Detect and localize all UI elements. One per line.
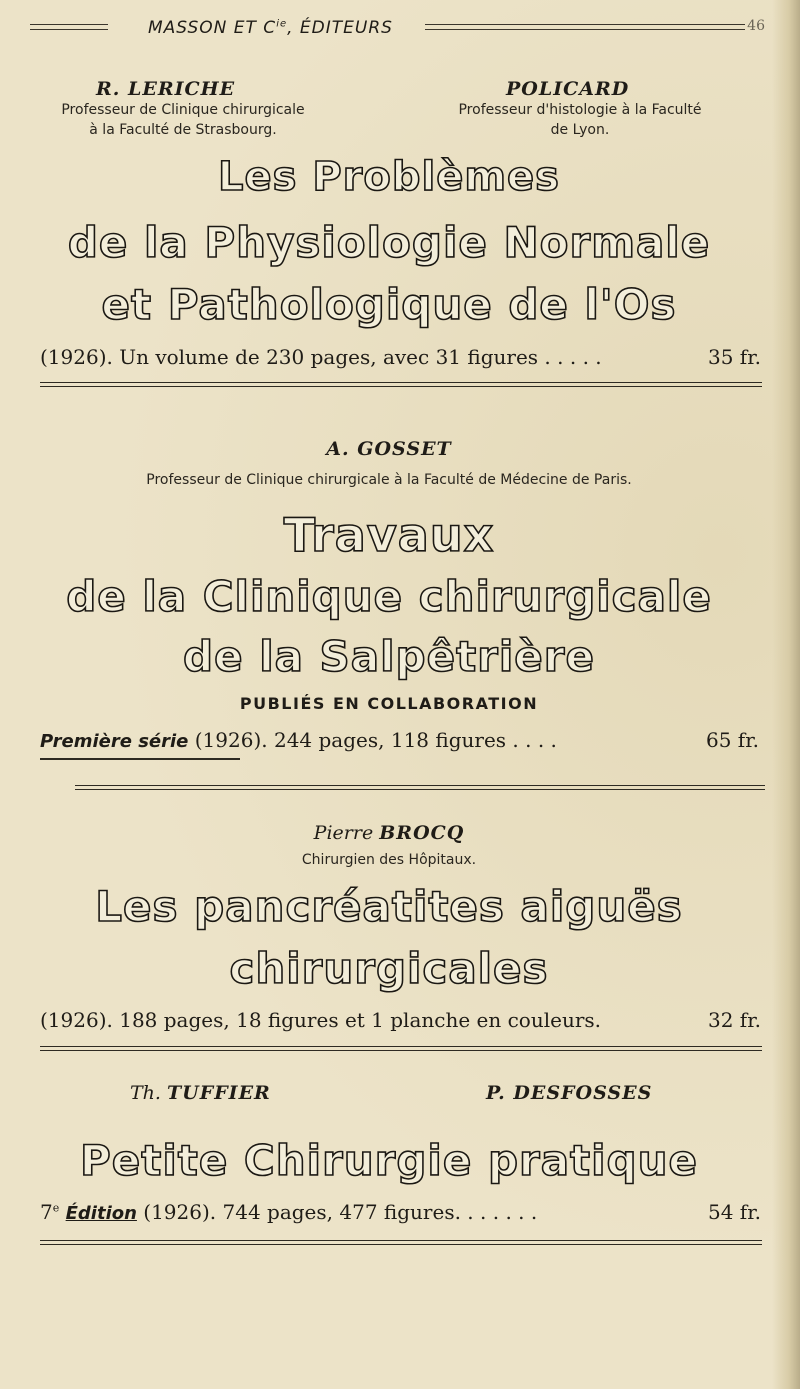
- book3-title-line1: Les pancréatites aiguës: [95, 882, 683, 931]
- book3-info: (1926). 188 pages, 18 figures et 1 planche en couleurs.: [40, 1008, 602, 1032]
- book4-author2: P. DESFOSSES: [486, 1082, 653, 1104]
- book2-title-line2: de la Clinique chirurgicale: [66, 572, 712, 621]
- book2-info-line: [40, 728, 557, 752]
- book4-author1-first: Th.: [130, 1082, 161, 1104]
- book3-author-first: Pierre: [313, 822, 374, 844]
- book3-title-line2: chirurgicales: [229, 944, 549, 993]
- book2-price: 65 fr.: [706, 728, 759, 752]
- book4-title: Petite Chirurgie pratique: [80, 1136, 698, 1185]
- book2-info: (1926). 244 pages, 118 figures . . . .: [194, 728, 557, 752]
- header-rule-right: [425, 24, 745, 30]
- book2-title-line3: de la Salpêtrière: [183, 632, 595, 681]
- affil-line: de Lyon.: [550, 122, 610, 138]
- publisher-name: MASSON ET $C^{ie}$, ÉDITEURS: [148, 18, 393, 38]
- book4-edition-sup: e: [52, 1201, 60, 1215]
- book1-title-line1: Les Problèmes: [218, 154, 560, 200]
- book2-author-name: A. GOSSET: [326, 438, 452, 460]
- affil-line: Professeur de Clinique chirurgicale: [61, 102, 305, 118]
- affil-line: à la Faculté de Strasbourg.: [89, 122, 277, 138]
- book2-subtitle: PUBLIÉS EN COLLABORATION: [239, 694, 539, 713]
- book1-author1-name: R. LERICHE: [96, 78, 236, 100]
- page-header: [30, 18, 765, 38]
- book4-author1: [130, 1082, 271, 1104]
- separator-3: [40, 1046, 762, 1051]
- book3-price: 32 fr.: [708, 1008, 761, 1032]
- book4-info: (1926). 744 pages, 477 figures. . . . . . .: [143, 1200, 538, 1224]
- separator-4: [40, 1240, 762, 1245]
- book1-title-line2: de la Physiologie Normale: [67, 218, 711, 267]
- book1-price: 35 fr.: [708, 345, 761, 369]
- book1-title-line3: et Pathologique de l'Os: [101, 280, 677, 329]
- book1-author2-affil: [430, 100, 730, 140]
- book4-author1-last: TUFFIER: [167, 1082, 271, 1104]
- book2-author-affil: Professeur de Clinique chirurgicale à la Faculté de Médecine de Paris.: [146, 472, 632, 488]
- book4-info-line: [40, 1200, 537, 1224]
- book1-author1-affil: [38, 100, 328, 140]
- separator-1: [40, 382, 762, 387]
- series-underline: [40, 758, 240, 760]
- affil-line: Professeur d'histologie à la Faculté: [458, 102, 702, 118]
- book1-author2-name: POLICARD: [506, 78, 630, 100]
- book1-info: (1926). Un volume de 230 pages, avec 31 figures . . . . .: [40, 345, 602, 369]
- book3-author: [0, 822, 778, 844]
- book3-author-last: BROCQ: [379, 822, 465, 844]
- book4-edition-num: 7: [40, 1200, 53, 1224]
- book2-title-line1: Travaux: [283, 508, 495, 562]
- book4-price: 54 fr.: [708, 1200, 761, 1224]
- book4-edition-label: Édition: [65, 1203, 137, 1224]
- book3-author-affil: Chirurgien des Hôpitaux.: [301, 852, 477, 868]
- page-number: 46: [747, 18, 765, 34]
- separator-2: [75, 785, 765, 790]
- header-rule-left: [30, 24, 108, 30]
- book2-series-label: Première série: [40, 731, 189, 752]
